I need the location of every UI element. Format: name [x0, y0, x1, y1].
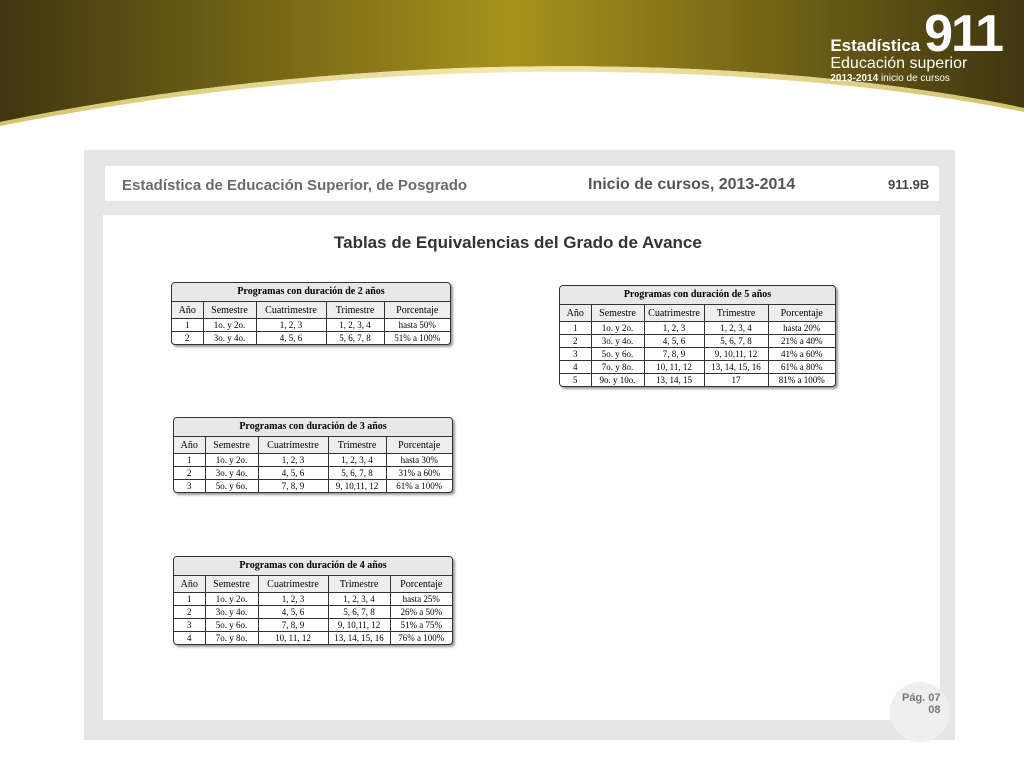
cell: 1: [560, 322, 591, 335]
cell: 7, 8, 9: [644, 348, 704, 361]
table-row: [560, 361, 835, 374]
cell: 7, 8, 9: [258, 619, 328, 632]
cell: 81% a 100%: [778, 375, 825, 385]
cell: 1: [174, 454, 205, 467]
brand-educacion: Educación superior: [830, 55, 968, 72]
cell: 2: [560, 335, 591, 348]
brand-estadistica: Estadística: [830, 36, 921, 55]
col-header-ano: Año: [172, 302, 203, 319]
table-row: [172, 332, 450, 345]
cell: 4, 5, 6: [258, 467, 328, 480]
cell: 3o. y 4o.: [205, 467, 258, 480]
col-header-cuatrimestre: Cuatrimestre: [256, 302, 326, 319]
brand-subtitle: [830, 72, 1002, 85]
cell: 5: [560, 374, 591, 387]
table-row: [172, 319, 450, 332]
cell: 1, 2, 3, 4: [328, 454, 386, 467]
cell: 7o. y 8o.: [205, 632, 258, 645]
cell: 31% a 60%: [386, 467, 452, 480]
cell: 4: [174, 632, 205, 645]
cell: 1, 2, 3, 4: [328, 593, 390, 606]
page-total: 08: [928, 704, 941, 716]
cell: 51% a 75%: [390, 619, 452, 632]
cell: 1o. y 2o.: [205, 593, 258, 606]
col-header-porcentaje: Porcentaje: [390, 576, 452, 593]
table-row: [560, 348, 835, 361]
brand-inicio: inicio de cursos: [880, 73, 950, 84]
cell: 7o. y 8o.: [591, 361, 644, 374]
cell: 76% a 100%: [398, 633, 445, 643]
page-label: Pág. 07: [902, 692, 941, 704]
header-code: 911.9B: [888, 177, 930, 192]
col-header-ano: Año: [174, 576, 205, 593]
col-header-porcentaje: Porcentaje: [768, 305, 835, 322]
col-header-ano: Año: [560, 305, 591, 322]
cell: 10, 11, 12: [258, 632, 328, 645]
table-caption: Programas con duración de 3 años: [174, 418, 452, 437]
cell: 5, 6, 7, 8: [704, 335, 768, 348]
cell: 5, 6, 7, 8: [326, 332, 384, 345]
col-header-trimestre: Trimestre: [326, 302, 384, 319]
cell: 13, 14, 15: [644, 374, 704, 387]
col-header-cuatrimestre: Cuatrimestre: [258, 576, 328, 593]
col-header-trimestre: Trimestre: [328, 576, 390, 593]
cell: 1, 2, 3: [258, 593, 328, 606]
cell: hasta 30%: [386, 454, 452, 467]
cell: hasta 25%: [390, 593, 452, 606]
table-row: [174, 467, 452, 480]
cell: 1, 2, 3: [258, 454, 328, 467]
cell: 3: [560, 348, 591, 361]
cell: 5, 6, 7, 8: [328, 606, 390, 619]
cell: 3: [174, 480, 205, 493]
table-caption: Programas con duración de 4 años: [174, 557, 452, 576]
col-header-ano: Año: [174, 437, 205, 454]
col-header-cuatrimestre: Cuatrimestre: [258, 437, 328, 454]
cell: 51% a 100%: [394, 333, 441, 343]
cell: 13, 14, 15, 16: [704, 361, 768, 374]
cell: 4, 5, 6: [258, 606, 328, 619]
table-row: [174, 632, 452, 645]
cell: 1, 2, 3: [256, 319, 326, 332]
cell: 1: [174, 593, 205, 606]
col-header-cuatrimestre: Cuatrimestre: [644, 305, 704, 322]
brand-years: 2013-2014: [830, 73, 879, 84]
cell: 9o. y 10o.: [591, 374, 644, 387]
cell: 2: [174, 606, 205, 619]
table-row: [174, 454, 452, 467]
col-header-trimestre: Trimestre: [328, 437, 386, 454]
header-left-title: Estadística de Educación Superior, de Posgrado: [122, 177, 468, 194]
brand-logo: [830, 5, 1002, 85]
cell: 4: [560, 361, 591, 374]
table-caption: Programas con duración de 2 años: [172, 283, 450, 302]
cell: hasta 20%: [768, 322, 835, 335]
cell: hasta 50%: [384, 319, 450, 332]
cell: 3: [174, 619, 205, 632]
cell: 2: [172, 332, 203, 345]
table-3-years: [173, 417, 453, 493]
table-2-years: [171, 282, 451, 345]
cell: 3o. y 4o.: [591, 335, 644, 348]
cell: 1, 2, 3, 4: [704, 322, 768, 335]
page-number: [902, 692, 941, 716]
cell: 4, 5, 6: [256, 332, 326, 345]
table-row: [174, 593, 452, 606]
cell: 61% a 100%: [396, 481, 443, 491]
cell: 5o. y 6o.: [205, 480, 258, 493]
cell: 3o. y 4o.: [205, 606, 258, 619]
table-row: [174, 619, 452, 632]
table-4-years: [173, 556, 453, 645]
table-caption: Programas con duración de 5 años: [560, 286, 835, 305]
cell: 10, 11, 12: [644, 361, 704, 374]
page-title: Tablas de Equivalencias del Grado de Avance: [334, 233, 702, 252]
cell: 1, 2, 3: [644, 322, 704, 335]
cell: 21% a 40%: [768, 335, 835, 348]
cell: 13, 14, 15, 16: [328, 632, 390, 645]
col-header-trimestre: Trimestre: [704, 305, 768, 322]
col-header-porcentaje: Porcentaje: [386, 437, 452, 454]
cell: 4, 5, 6: [644, 335, 704, 348]
cell: 1: [172, 319, 203, 332]
col-header-semestre: Semestre: [205, 576, 258, 593]
cell: 1, 2, 3, 4: [326, 319, 384, 332]
table-5-years: [559, 285, 836, 387]
col-header-semestre: Semestre: [203, 302, 256, 319]
cell: 2: [174, 467, 205, 480]
cell: 9, 10,11, 12: [328, 480, 386, 493]
cell: 61% a 80%: [768, 361, 835, 374]
cell: 9, 10,11, 12: [704, 348, 768, 361]
table-row: [174, 480, 452, 493]
cell: 1o. y 2o.: [203, 319, 256, 332]
cell: 5, 6, 7, 8: [328, 467, 386, 480]
col-header-porcentaje: Porcentaje: [384, 302, 450, 319]
cell: 9, 10,11, 12: [328, 619, 390, 632]
table-row: [560, 335, 835, 348]
cell: 1o. y 2o.: [205, 454, 258, 467]
cell: 1o. y 2o.: [591, 322, 644, 335]
cell: 17: [704, 374, 768, 387]
table-row: [174, 606, 452, 619]
brand-number: 911: [924, 5, 1002, 63]
header-middle-title: Inicio de cursos, 2013-2014: [588, 176, 796, 193]
col-header-semestre: Semestre: [591, 305, 644, 322]
table-row: [560, 374, 835, 387]
cell: 7, 8, 9: [258, 480, 328, 493]
cell: 5o. y 6o.: [205, 619, 258, 632]
col-header-semestre: Semestre: [205, 437, 258, 454]
cell: 26% a 50%: [390, 606, 452, 619]
cell: 5o. y 6o.: [591, 348, 644, 361]
table-row: [560, 322, 835, 335]
cell: 3o. y 4o.: [203, 332, 256, 345]
cell: 41% a 60%: [768, 348, 835, 361]
